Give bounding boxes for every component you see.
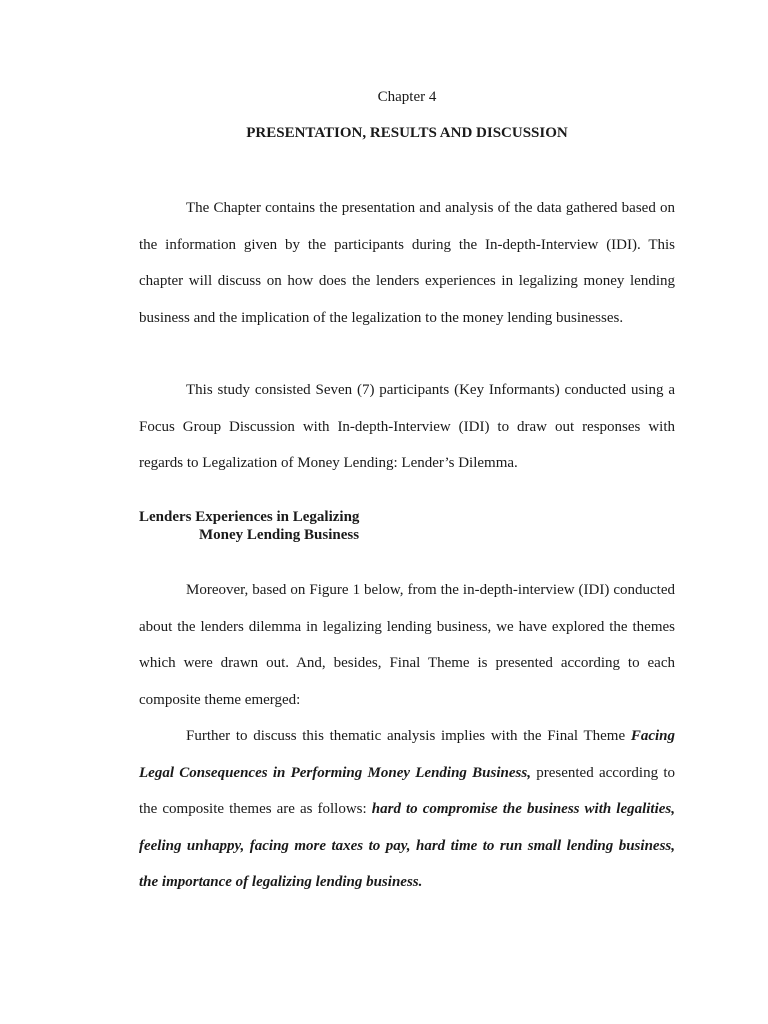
themes-paragraph: Moreover, based on Figure 1 below, from the in-depth-interview (IDI) conducted about the lenders dilemma in legalizing lending business, we have explored the themes which were drawn out. And, besides, Final Theme is presented according to each composite theme emerged: [139,582,675,708]
chapter-title: PRESENTATION, RESULTS AND DISCUSSION [246,125,568,141]
final-theme-text: Facing Legal Consequences in Performing Money Lending Business, [139,728,676,781]
section-heading [139,508,675,544]
final-theme-intro: Further to discuss this thematic analysis implies with the Final Theme [186,728,626,744]
section-heading-line-2: Money Lending Business [199,527,360,543]
participants-paragraph: This study consisted Seven (7) participants (Key Informants) conducted using a Focus Group Discussion with In-depth-Interview (IDI) to draw out responses with regards to Legalization of Money Lending: Lender’s Dilemma. [139,382,675,471]
chapter-label: Chapter 4 [377,89,437,105]
section-heading-line-1: Lenders Experiences in Legalizing [139,509,360,525]
composite-themes-text: hard to compromise the business with legalities, feeling unhappy, facing more taxes to pay, hard time to run small lending business, the importance of legalizing lending business. [139,801,676,890]
composite-themes-intro: presented according to the composite themes are as follows: [139,764,676,817]
intro-paragraph: The Chapter contains the presentation and analysis of the data gathered based on the information given by the participants during the In-depth-Interview (IDI). This chapter will discuss on how does the lenders experiences in legalizing money lending business and the implication of the legalization to the money lending businesses. [139,200,675,326]
final-theme-paragraph [139,718,675,901]
